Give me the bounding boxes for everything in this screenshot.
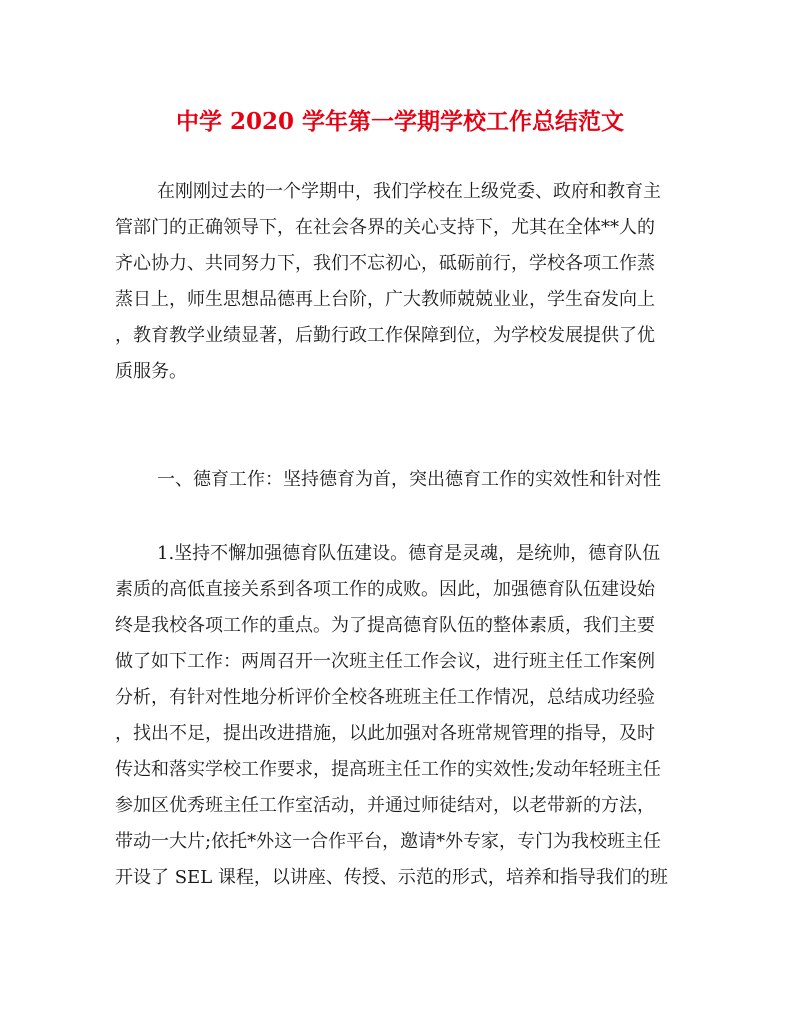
paragraph-line: 在刚刚过去的一个学期中，我们学校在上级党委、政府和教育主 — [157, 181, 661, 202]
document-title: 中学 2020 学年第一学期学校工作总结范文 — [175, 108, 625, 135]
paragraph-line: 做了如下工作：两周召开一次班主任工作会议，进行班主任工作案例 — [115, 651, 655, 672]
paragraph-line: 1.坚持不懈加强德育队伍建设。德育是灵魂，是统帅，德育队伍 — [157, 543, 661, 564]
paragraph-line: 质服务。 — [115, 361, 187, 382]
paragraph-line: ，找出不足，提出改进措施，以此加强对各班常规管理的指导，及时 — [115, 723, 655, 744]
paragraph-line: 管部门的正确领导下，在社会各界的关心支持下，尤其在全体**人的 — [115, 217, 655, 238]
paragraph-line: 分析，有针对性地分析评价全校各班班主任工作情况，总结成功经验 — [115, 687, 655, 708]
paragraph-line: 蒸日上，师生思想品德再上台阶，广大教师兢兢业业，学生奋发向上 — [115, 289, 655, 310]
paragraph-line: ，教育教学业绩显著，后勤行政工作保障到位，为学校发展提供了优 — [115, 325, 655, 346]
paragraph-line: 开设了 SEL 课程，以讲座、传授、示范的形式，培养和指导我们的班 — [115, 867, 668, 888]
paragraph-line: 终是我校各项工作的重点。为了提高德育队伍的整体素质，我们主要 — [115, 615, 655, 636]
paragraph-line: 带动一大片;依托*外这一合作平台，邀请*外专家，专门为我校班主任 — [115, 831, 662, 852]
section-heading-text: 一、德育工作：坚持德育为首，突出德育工作的实效性和针对性 — [157, 469, 661, 490]
paragraph-line: 传达和落实学校工作要求，提高班主任工作的实效性;发动年轻班主任 — [115, 759, 662, 780]
paragraph-line: 素质的高低直接关系到各项工作的成败。因此，加强德育队伍建设始 — [115, 579, 655, 600]
paragraph-line: 参加区优秀班主任工作室活动，并通过师徒结对，以老带新的方法， — [115, 795, 655, 816]
paragraph-line: 齐心协力、共同努力下，我们不忘初心，砥砺前行，学校各项工作蒸 — [115, 253, 655, 274]
